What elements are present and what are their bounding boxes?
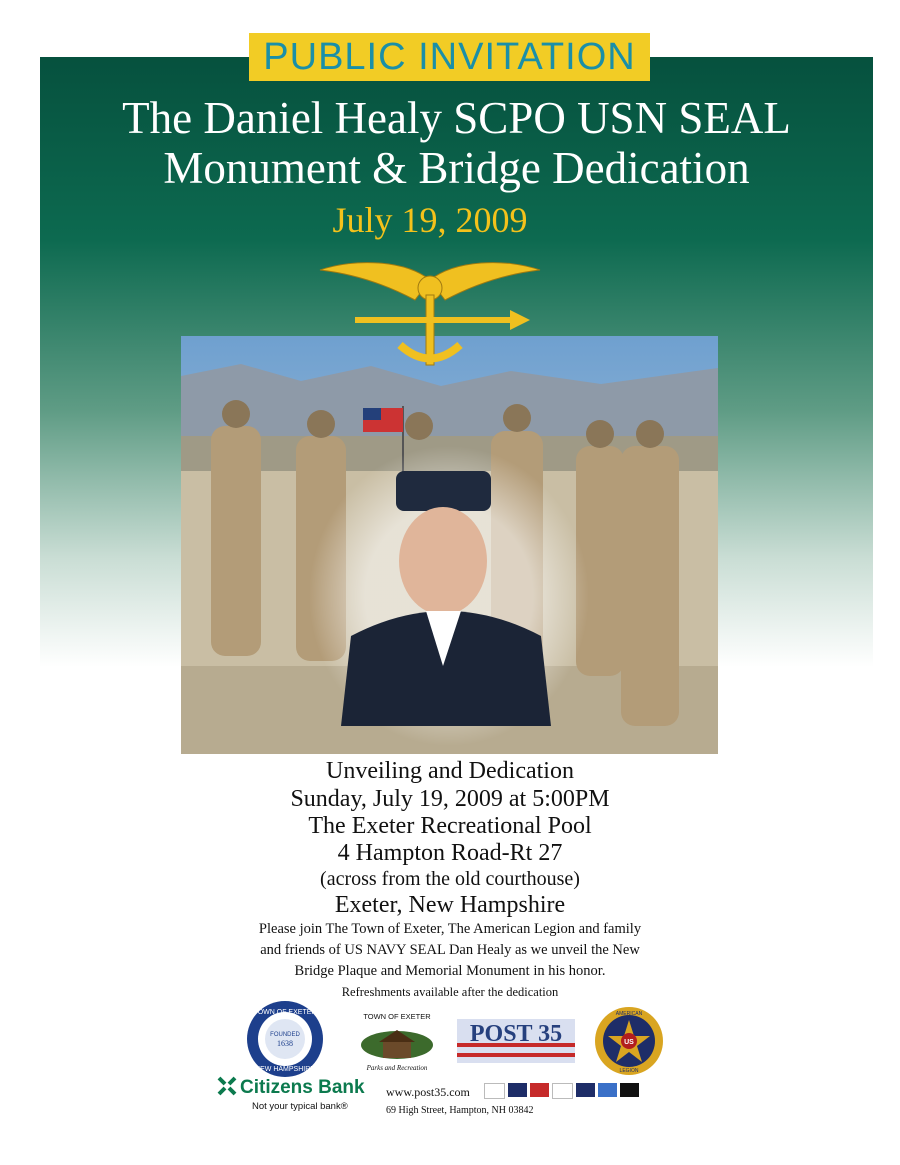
details-datetime: Sunday, July 19, 2009 at 5:00PM [290,786,610,812]
address-line: 69 High Street, Hampton, NH 03842 [386,1105,534,1116]
details-city: Exeter, New Hampshire [334,892,566,918]
legion-top-text: AMERICAN [615,1011,643,1017]
american-legion-emblem [594,1006,664,1080]
legion-bottom-text: LEGION [619,1068,639,1074]
headline-line-2: Monument & Bridge Dedication [163,143,750,193]
seal-year-text: 1638 [277,1039,293,1048]
town-seal-logo [246,1000,324,1082]
event-date: July 19, 2009 [332,200,528,240]
citizens-bank-name: Citizens Bank [240,1077,365,1098]
details-landmark: (across from the old courthouse) [320,868,580,890]
citizens-bank-icon [217,1076,237,1100]
flag-2 [508,1083,527,1097]
invite-text-1: Please join The Town of Exeter, The American Legion and family [258,921,642,937]
citizens-bank-tagline: Not your typical bank® [252,1101,348,1112]
seal-trident-icon [315,250,545,375]
details-unveiling: Unveiling and Dedication [326,758,574,784]
invite-text-3: Bridge Plaque and Memorial Monument in his honor. [294,963,606,979]
seal-bottom-text: NEW HAMPSHIRE [255,1066,315,1073]
details-venue: The Exeter Recreational Pool [308,813,592,839]
post-35-text: POST 35 [469,1021,563,1047]
service-flags [484,1083,656,1097]
flag-4 [552,1083,573,1099]
invite-text-2: and friends of US NAVY SEAL Dan Healy as we unveil the New [260,942,640,958]
refreshments-note: Refreshments available after the dedication [341,985,559,999]
seal-founded-text: FOUNDED [270,1032,300,1038]
parks-recreation-logo [355,1010,440,1075]
legion-center-text: US [624,1039,634,1046]
flag-7 [620,1083,639,1097]
flag-3 [530,1083,549,1097]
flag-1 [484,1083,505,1099]
details-street: 4 Hampton Road-Rt 27 [337,840,563,866]
website-link[interactable]: www.post35.com [386,1085,470,1099]
team-photo [181,336,718,754]
invitation-label: PUBLIC INVITATION [249,33,650,81]
seal-top-text: TOWN OF EXETER [253,1009,317,1016]
flag-5 [576,1083,595,1097]
flag-6 [598,1083,617,1097]
post-35-logo [457,1013,575,1065]
headline-line-1: The Daniel Healy SCPO USN SEAL [122,93,791,143]
parks-title: TOWN OF EXETER [363,1012,431,1021]
parks-caption: Parks and Recreation [366,1064,428,1072]
